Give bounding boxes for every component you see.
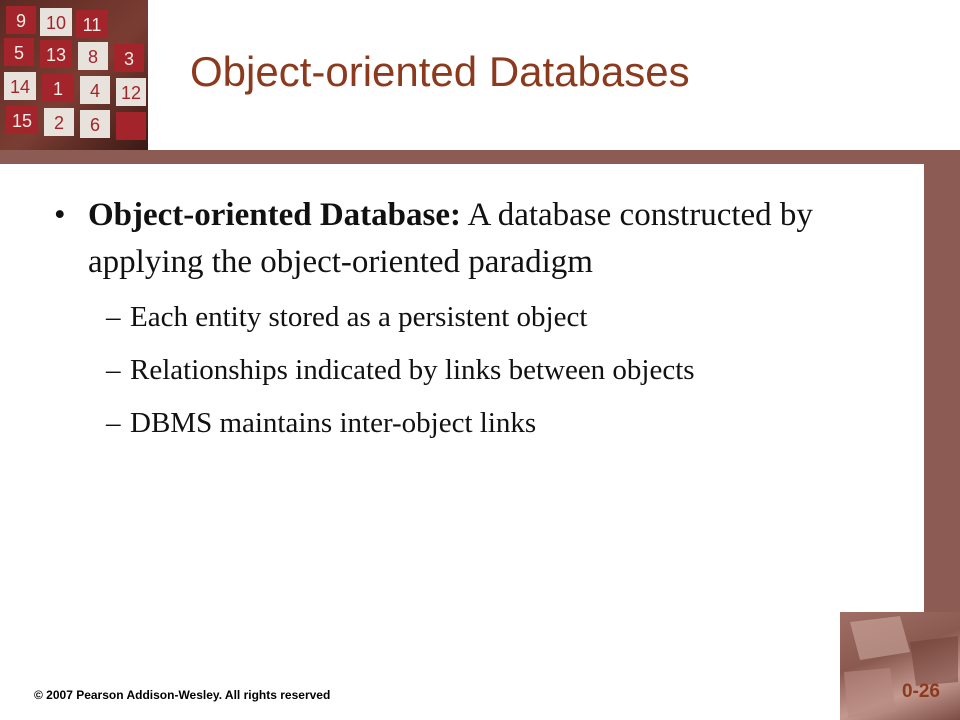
slide-body — [54, 192, 914, 461]
sub-bullet-list — [54, 302, 914, 439]
dash-icon: – — [106, 407, 121, 439]
sub-bullet-text: Each entity stored as a persistent object — [130, 301, 588, 333]
logo-tile-label: 6 — [89, 115, 101, 135]
logo-tile-label: 14 — [9, 77, 31, 97]
bullet-dot-icon: • — [54, 197, 66, 233]
logo-tile-label: 5 — [13, 43, 25, 63]
sub-bullet — [106, 408, 914, 439]
logo-tile-label: 4 — [89, 81, 101, 101]
logo-tile-label: 1 — [52, 79, 64, 99]
copyright-footer: © 2007 Pearson Addison-Wesley. All rights reserved — [34, 688, 331, 702]
slide-number: 0-26 — [901, 681, 940, 702]
main-bullet-text — [88, 192, 858, 286]
bullet-term: Object-oriented Database: — [88, 197, 461, 233]
right-accent-column — [924, 150, 960, 612]
corner-photo-decoration — [840, 612, 960, 720]
slide-title: Object-oriented Databases — [190, 48, 690, 95]
logo-tile-label: 8 — [87, 47, 99, 67]
sub-bullet-text: Relationships indicated by links between objects — [130, 354, 695, 386]
title-divider-band — [0, 150, 960, 164]
main-bullet — [54, 192, 914, 286]
logo-tile-label: 12 — [120, 83, 142, 103]
logo-tile-label: 2 — [53, 113, 65, 133]
sub-bullet-text: DBMS maintains inter-object links — [130, 407, 537, 439]
logo-tile-label: 13 — [45, 45, 67, 65]
sub-bullet — [106, 355, 914, 386]
logo-tile-label: 3 — [123, 49, 135, 69]
dash-icon: – — [106, 301, 121, 333]
logo-tile-label: 9 — [15, 11, 27, 31]
dash-icon: – — [106, 354, 121, 386]
logo-tile-label: 11 — [82, 15, 102, 35]
puzzle-logo-image — [0, 0, 148, 150]
logo-tile-label: 10 — [45, 13, 67, 33]
sub-bullet — [106, 302, 914, 333]
bullet-definition: A database constructed by applying the object-oriented paradigm — [88, 197, 813, 280]
logo-tile-label: 15 — [11, 111, 33, 131]
